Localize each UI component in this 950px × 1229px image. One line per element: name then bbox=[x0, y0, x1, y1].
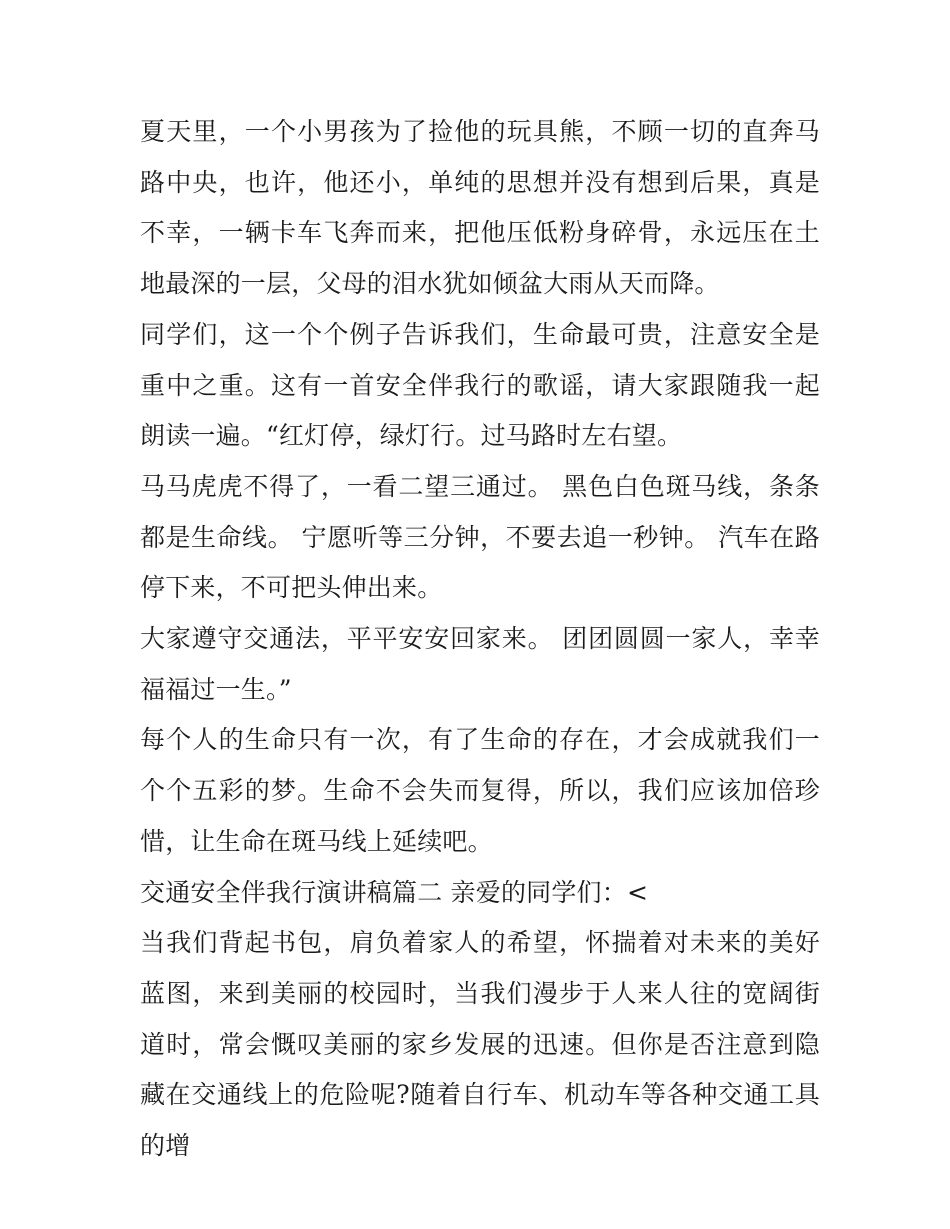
document-body bbox=[140, 107, 820, 1172]
section-heading: 交通安全伴我行演讲稿篇二 亲爱的同学们：< bbox=[140, 877, 649, 907]
paragraph-7: 当我们背起书包，肩负着家人的希望，怀揣着对未来的美好蓝图，来到美丽的校园时，当我们漫步于人来人往的宽阔街道时，常会慨叹美丽的家乡发展的迅速。但你是否注意到隐藏在交通线上的危险呢?随着自行车、机动车等各种交通工具的增 bbox=[140, 928, 820, 1161]
paragraph-5: 每个人的生命只有一次，有了生命的存在，才会成就我们一个个五彩的梦。生命不会失而复得，所以，我们应该加倍珍惜，让生命在斑马线上延续吧。 bbox=[140, 725, 820, 856]
paragraph-3: 马马虎虎不得了，一看二望三通过。 黑色白色斑马线，条条都是生命线。 宁愿听等三分钟，不要去追一秒钟。 汽车在路停下来，不可把头伸出来。 bbox=[140, 471, 820, 603]
paragraph-4: 大家遵守交通法，平平安安回家来。 团团圆圆一家人，幸幸福福过一生。” bbox=[140, 624, 820, 704]
paragraph-2: 同学们，这一个个例子告诉我们，生命最可贵，注意安全是重中之重。这有一首安全伴我行的歌谣，请大家跟随我一起朗读一遍。“红灯停，绿灯行。过马路时左右望。 bbox=[140, 319, 820, 451]
paragraph-1: 夏天里，一个小男孩为了捡他的玩具熊，不顾一切的直奔马路中央，也许，他还小，单纯的思想并没有想到后果，真是不幸，一辆卡车飞奔而来，把他压低粉身碎骨，永远压在土地最深的一层，父母的泪水犹如倾盆大雨从天而降。 bbox=[140, 117, 820, 299]
